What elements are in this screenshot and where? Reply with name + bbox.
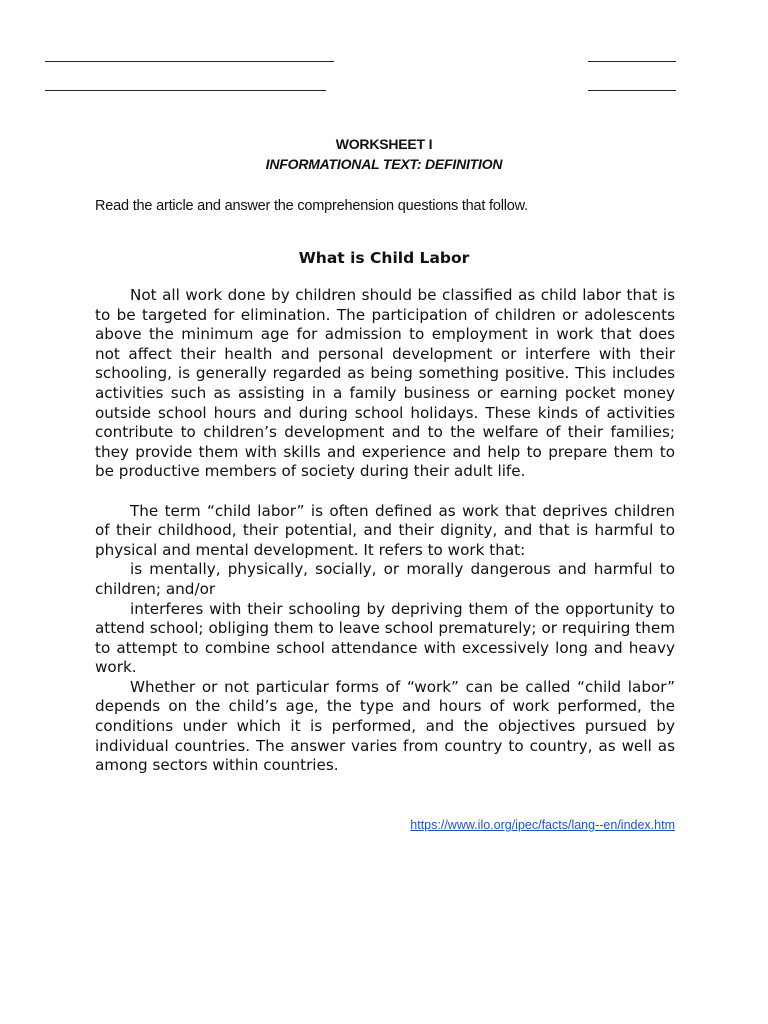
worksheet-title: WORKSHEET I — [335, 136, 433, 152]
article-list-item: interferes with their schooling by depriving them of the opportunity to attend school; obliging them to leave school prematurely; or requiring them to attempt to combine school attendance with excessively long and heavy work. — [95, 599, 675, 677]
score-line[interactable] — [588, 90, 676, 91]
article-body — [95, 286, 675, 776]
section-line[interactable] — [45, 90, 326, 91]
instructions-text: Read the article and answer the comprehension questions that follow. — [95, 198, 528, 214]
article-paragraph: The term “child labor” is often defined as work that deprives children of their childhood, their potential, and their dignity, and that is harmful to physical and mental development. It refers to work that: — [95, 501, 675, 559]
article-paragraph: Whether or not particular forms of “work” can be called “child labor” depends on the child’s age, the type and hours of work performed, the conditions under which it is performed, and the objectives pursued by individual countries. The answer varies from country to country, as well as among sectors within countries. — [95, 677, 675, 775]
article-paragraph: Not all work done by children should be classified as child labor that is to be targeted for elimination. The participation of children or adolescents above the minimum age for admission to employment in work that does not affect their health and personal development or interfere with their schooling, is generally regarded as being something positive. This includes activities such as assisting in a family business or earning pocket money outside school hours and during school holidays. These kinds of activities contribute to children’s development and to the welfare of their families; they provide them with skills and experience and help to prepare them to be productive members of society during their adult life. — [95, 286, 675, 481]
article-list-item: is mentally, physically, socially, or morally dangerous and harmful to children; and/or — [95, 560, 675, 598]
worksheet-heading — [0, 134, 768, 174]
article-title: What is Child Labor — [298, 249, 470, 267]
date-line[interactable] — [588, 61, 676, 62]
source-link[interactable]: https://www.ilo.org/ipec/facts/lang--en/index.htm — [410, 818, 675, 832]
worksheet-subtitle: INFORMATIONAL TEXT: DEFINITION — [265, 156, 503, 172]
name-line[interactable] — [45, 61, 334, 62]
